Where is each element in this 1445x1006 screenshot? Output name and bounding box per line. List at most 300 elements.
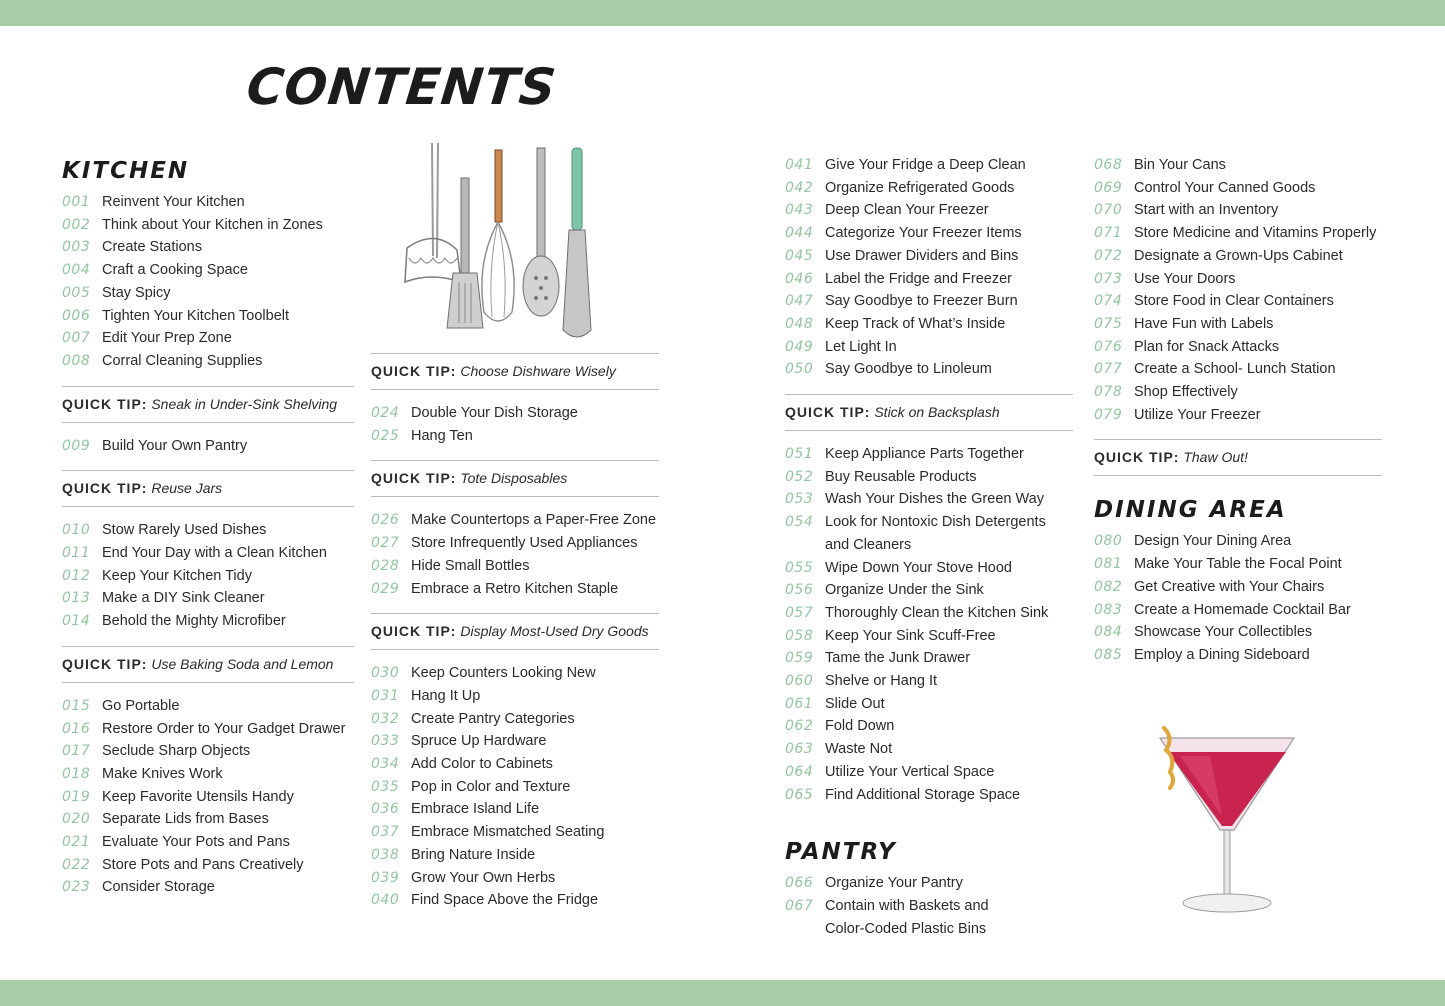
entry-title: Store Medicine and Vitamins Properly [1134,225,1377,242]
entry-title: Make Your Table the Focal Point [1134,556,1342,573]
entry-number: 041 [785,157,814,173]
toc-entry [785,625,1073,648]
quick-tip-text: Reuse Jars [151,480,223,497]
entry-title: Create a Homemade Cocktail Bar [1134,601,1351,618]
toc-entry [1094,222,1382,245]
entry-number: 061 [785,695,814,712]
toc-list [62,191,354,373]
entry-number: 084 [1094,624,1123,641]
entry-title: Control Your Canned Goods [1134,179,1316,196]
entry-number: 072 [1094,247,1123,264]
entry-title: Think about Your Kitchen in Zones [102,216,323,233]
column-three [785,154,1073,940]
entry-number: 013 [62,590,91,607]
toc-entry [62,610,354,633]
toc-entry [62,305,354,328]
toc-entry [785,693,1073,716]
entry-number: 071 [1094,225,1123,242]
quick-tip-label: QUICK TIP: [371,363,457,379]
entry-title: Tighten Your Kitchen Toolbelt [102,307,290,324]
entry-title: Give Your Fridge a Deep Clean [825,157,1026,173]
entry-title: Deep Clean Your Freezer [825,202,989,219]
toc-entry [371,708,659,731]
entry-title: Keep Counters Looking New [411,665,596,682]
quick-tip-text: Stick on Backsplash [874,404,1000,421]
entry-title: Have Fun with Labels [1134,315,1274,332]
entry-number: 028 [371,557,400,574]
entry-number: 075 [1094,315,1123,332]
toc-entry [785,154,1073,177]
toc-entry [62,763,354,786]
entry-title: Corral Cleaning Supplies [102,352,263,369]
toc-entry [785,715,1073,738]
entry-title: Embrace Mismatched Seating [411,824,605,841]
entry-title: Bin Your Cans [1134,157,1226,173]
toc-entry [1094,177,1382,200]
entry-title: Keep Your Kitchen Tidy [102,567,252,584]
toc-entry [785,670,1073,693]
entry-number: 060 [785,673,814,690]
quick-tip [371,353,659,390]
entry-number: 076 [1094,338,1123,355]
entry-number: 010 [62,522,91,539]
entry-title: Edit Your Prep Zone [102,330,232,347]
entry-number: 019 [62,788,91,805]
toc-list [1094,530,1382,666]
entry-title: Utilize Your Freezer [1134,406,1261,423]
entry-number: 009 [62,437,91,454]
toc-entry [62,740,354,763]
entry-number: 011 [62,545,91,562]
toc-entry [785,358,1073,381]
entry-title: Spruce Up Hardware [411,733,547,750]
toc-entry [1094,404,1382,427]
toc-entry [785,602,1073,625]
entry-number: 016 [62,720,91,737]
entry-title: Organize Under the Sink [825,582,984,599]
entry-title: Double Your Dish Storage [411,405,578,421]
toc-entry [785,784,1073,807]
entry-title: Hide Small Bottles [411,557,530,574]
entry-number: 012 [62,567,91,584]
entry-number: 058 [785,627,814,644]
entry-title: Consider Storage [102,879,215,896]
entry-number: 068 [1094,157,1123,173]
toc-entry [62,876,354,899]
entry-number: 038 [371,846,400,863]
toc-list [371,662,659,912]
entry-title: Find Space Above the Fridge [411,892,599,909]
entry-number: 020 [62,811,91,828]
entry-title: Wipe Down Your Stove Hood [825,559,1012,576]
entry-number: 057 [785,604,814,621]
entry-title: Store Pots and Pans Creatively [102,856,304,873]
entry-title: Hang It Up [411,687,481,704]
entry-title: Organize Refrigerated Goods [825,179,1015,196]
toc-entry [62,435,354,458]
entry-number: 059 [785,650,814,667]
toc-entry [371,753,659,776]
quick-tip [371,460,659,497]
toc-entry [62,236,354,259]
entry-title: Make a DIY Sink Cleaner [102,590,265,607]
entry-number: 008 [62,352,91,369]
toc-list [1094,154,1382,426]
quick-tip-label: QUICK TIP: [62,655,148,672]
toc-entry [1094,336,1382,359]
entry-title: Start with an Inventory [1134,202,1279,219]
toc-entry [62,718,354,741]
entry-number: 042 [785,179,814,196]
toc-entry [785,443,1073,466]
entry-number: 062 [785,718,814,735]
entry-number: 082 [1094,578,1123,595]
toc-entry [371,867,659,890]
toc-list [371,509,659,600]
toc-entry [1094,358,1382,381]
entry-title: Let Light In [825,338,897,355]
toc-entry [1094,553,1382,576]
toc-list [62,695,354,899]
toc-entry [785,268,1073,291]
toc-list [785,443,1073,806]
entry-number: 063 [785,741,814,758]
entry-number: 074 [1094,293,1123,310]
entry-title: Craft a Cooking Space [102,262,248,279]
bottom-color-band [0,980,1445,1006]
entry-number: 025 [371,427,400,444]
toc-entry [371,578,659,601]
entry-title: Stow Rarely Used Dishes [102,522,267,539]
entry-number: 051 [785,446,814,463]
utensils-illustration [395,138,605,343]
section-heading-pantry: PANTRY [785,839,897,866]
quick-tip [62,386,354,423]
toc-entry [371,798,659,821]
entry-number: 004 [62,262,91,279]
quick-tip [1094,439,1382,476]
toc-entry [785,738,1073,761]
toc-entry [371,425,659,448]
section-heading-dining-area: DINING AREA [1094,497,1287,524]
entry-number: 052 [785,468,814,485]
entry-number: 050 [785,361,814,378]
quick-tip-label: QUICK TIP: [371,470,457,487]
toc-entry [785,466,1073,489]
entry-number: 031 [371,687,400,704]
toc-entry [1094,245,1382,268]
quick-tip-text: Choose Dishware Wisely [460,363,616,379]
entry-number: 046 [785,270,814,287]
entry-title: Slide Out [825,695,885,712]
entry-number: 030 [371,665,400,682]
quick-tip [785,394,1073,431]
entry-title: Find Additional Storage Space [825,786,1021,803]
toc-list [785,154,1073,381]
toc-list [62,519,354,633]
entry-number: 080 [1094,533,1123,550]
toc-entry [785,872,1073,895]
column-two [371,340,659,912]
entry-number: 035 [371,778,400,795]
toc-entry [371,532,659,555]
entry-number: 017 [62,743,91,760]
toc-list [785,872,1073,940]
toc-entry [785,245,1073,268]
toc-entry [62,854,354,877]
toc-entry [62,695,354,718]
entry-title: Wash Your Dishes the Green Way [825,491,1044,508]
entry-number: 040 [371,892,400,909]
entry-title: Thoroughly Clean the Kitchen Sink [825,604,1049,621]
entry-title: Make Countertops a Paper-Free Zone [411,512,657,529]
entry-title: Seclude Sharp Objects [102,743,251,760]
entry-title: Add Color to Cabinets [411,756,553,773]
quick-tip [62,470,354,507]
entry-number: 034 [371,756,400,773]
toc-entry [62,350,354,373]
toc-entry [62,282,354,305]
entry-title: Fold Down [825,718,895,735]
entry-number: 001 [62,194,91,210]
entry-number: 065 [785,786,814,803]
entry-title: Say Goodbye to Linoleum [825,361,992,378]
entry-number: 002 [62,216,91,233]
quick-tip-text: Use Baking Soda and Lemon [151,655,334,672]
toc-entry [62,831,354,854]
quick-tip-text: Sneak in Under-Sink Shelving [151,395,338,412]
entry-title: Go Portable [102,697,180,714]
entry-number: 015 [62,697,91,714]
entry-number: 048 [785,315,814,332]
entry-number: 078 [1094,384,1123,401]
entry-title: Get Creative with Your Chairs [1134,578,1325,595]
entry-number: 081 [1094,556,1123,573]
quick-tip-label: QUICK TIP: [371,623,457,640]
toc-entry [785,290,1073,313]
entry-number: 005 [62,284,91,301]
toc-entry [62,808,354,831]
entry-title: Make Knives Work [102,765,223,782]
entry-title: Bring Nature Inside [411,846,536,863]
entry-title: Design Your Dining Area [1134,533,1292,550]
entry-title: Separate Lids from Bases [102,811,269,828]
toc-entry [785,222,1073,245]
entry-title: Designate a Grown-Ups Cabinet [1134,247,1343,264]
entry-title: Say Goodbye to Freezer Burn [825,293,1018,310]
toc-entry [62,587,354,610]
entry-number: 079 [1094,406,1123,423]
entry-title: Keep Your Sink Scuff-Free [825,627,996,644]
entry-title: Embrace a Retro Kitchen Staple [411,580,619,597]
entry-title: Keep Track of What’s Inside [825,315,1006,332]
toc-entry [785,488,1073,511]
toc-entry [1094,268,1382,291]
toc-entry [371,402,659,425]
entry-title: Plan for Snack Attacks [1134,338,1280,355]
entry-number: 085 [1094,646,1123,663]
toc-entry [785,647,1073,670]
toc-entry [62,786,354,809]
entry-number: 056 [785,582,814,599]
entry-title: End Your Day with a Clean Kitchen [102,545,327,562]
toc-entry [785,511,1073,534]
entry-title: Evaluate Your Pots and Pans [102,834,290,851]
toc-entry [1094,599,1382,622]
toc-entry [785,534,1073,557]
entry-number: 029 [371,580,400,597]
entry-number: 083 [1094,601,1123,618]
entry-number: 044 [785,225,814,242]
entry-title: Keep Appliance Parts Together [825,446,1024,463]
toc-entry [62,542,354,565]
toc-entry [371,555,659,578]
toc-entry [1094,313,1382,336]
entry-title: Behold the Mighty Microfiber [102,613,286,630]
quick-tip-label: QUICK TIP: [62,480,148,497]
entry-number: 067 [785,897,814,914]
toc-entry [785,557,1073,580]
entry-title: Keep Favorite Utensils Handy [102,788,294,805]
entry-number: 066 [785,875,814,892]
toc-entry [1094,621,1382,644]
entry-title: Build Your Own Pantry [102,437,248,454]
entry-title: Employ a Dining Sideboard [1134,646,1310,663]
entry-number: 069 [1094,179,1123,196]
entry-title: Contain with Baskets and [825,897,989,914]
toc-entry [371,662,659,685]
entry-title: Use Your Doors [1134,270,1236,287]
toc-list [62,435,354,458]
toc-entry [1094,199,1382,222]
toc-entry [1094,154,1382,177]
column-four [1094,154,1382,667]
entry-number: 023 [62,879,91,896]
entry-title: and Cleaners [825,536,912,553]
toc-entry [62,565,354,588]
entry-number: 027 [371,535,400,552]
entry-number: 037 [371,824,400,841]
entry-title: Shelve or Hang It [825,673,938,690]
entry-number: 043 [785,202,814,219]
entry-title: Buy Reusable Products [825,468,977,485]
toc-entry [785,895,1073,918]
kitchen-column [62,155,354,899]
entry-title: Showcase Your Collectibles [1134,624,1313,641]
entry-title: Store Food in Clear Containers [1134,293,1334,310]
entry-number [785,534,825,557]
entry-number [785,918,825,941]
section-heading-kitchen: KITCHEN [62,158,190,184]
entry-number: 045 [785,247,814,264]
entry-number: 054 [785,514,814,531]
toc-entry [371,730,659,753]
toc-entry [785,761,1073,784]
entry-number: 006 [62,307,91,324]
quick-tip-label: QUICK TIP: [1094,449,1180,466]
quick-tip [371,613,659,650]
quick-tip-text: Tote Disposables [460,470,568,487]
entry-title: Tame the Junk Drawer [825,650,971,667]
entry-number: 018 [62,765,91,782]
toc-entry [371,889,659,912]
entry-number: 055 [785,559,814,576]
entry-number: 021 [62,834,91,851]
entry-title: Shop Effectively [1134,384,1238,401]
entry-number: 053 [785,491,814,508]
toc-entry [371,776,659,799]
entry-title: Utilize Your Vertical Space [825,763,995,780]
quick-tip-label: QUICK TIP: [785,404,871,421]
toc-entry [785,336,1073,359]
cocktail-illustration [1150,720,1310,920]
entry-number: 049 [785,338,814,355]
entry-title: Create a School- Lunch Station [1134,361,1336,378]
entry-title: Create Pantry Categories [411,710,575,727]
entry-number: 039 [371,869,400,886]
toc-entry [62,519,354,542]
entry-number: 064 [785,763,814,780]
quick-tip-text: Thaw Out! [1183,449,1248,466]
toc-entry [62,191,354,214]
entry-number: 022 [62,856,91,873]
entry-number: 073 [1094,270,1123,287]
entry-number: 026 [371,512,400,529]
entry-title: Color-Coded Plastic Bins [825,920,987,937]
entry-title: Embrace Island Life [411,801,540,818]
toc-entry [785,313,1073,336]
entry-title: Grow Your Own Herbs [411,869,556,886]
entry-title: Hang Ten [411,427,473,444]
toc-entry [785,918,1073,941]
toc-entry [1094,290,1382,313]
toc-entry [62,327,354,350]
entry-number: 024 [371,405,400,421]
toc-entry [371,821,659,844]
entry-title: Create Stations [102,239,202,256]
entry-number: 070 [1094,202,1123,219]
entry-number: 047 [785,293,814,310]
entry-title: Use Drawer Dividers and Bins [825,247,1019,264]
toc-entry [785,199,1073,222]
toc-entry [1094,381,1382,404]
toc-entry [371,685,659,708]
entry-number: 077 [1094,361,1123,378]
entry-title: Waste Not [825,741,893,758]
entry-title: Categorize Your Freezer Items [825,225,1022,242]
toc-entry [785,177,1073,200]
toc-entry [785,579,1073,602]
entry-title: Organize Your Pantry [825,875,963,892]
entry-number: 033 [371,733,400,750]
entry-title: Store Infrequently Used Appliances [411,535,638,552]
entry-number: 036 [371,801,400,818]
quick-tip-text: Display Most-Used Dry Goods [460,623,649,640]
entry-title: Pop in Color and Texture [411,778,571,795]
entry-number: 003 [62,239,91,256]
toc-entry [62,214,354,237]
page-title: CONTENTS [243,58,560,116]
quick-tip-label: QUICK TIP: [62,395,148,412]
toc-entry [371,844,659,867]
entry-title: Stay Spicy [102,284,171,301]
entry-number: 014 [62,613,91,630]
quick-tip [62,646,354,683]
toc-entry [62,259,354,282]
entry-title: Look for Nontoxic Dish Detergents [825,514,1046,531]
entry-number: 032 [371,710,400,727]
entry-title: Label the Fridge and Freezer [825,270,1012,287]
